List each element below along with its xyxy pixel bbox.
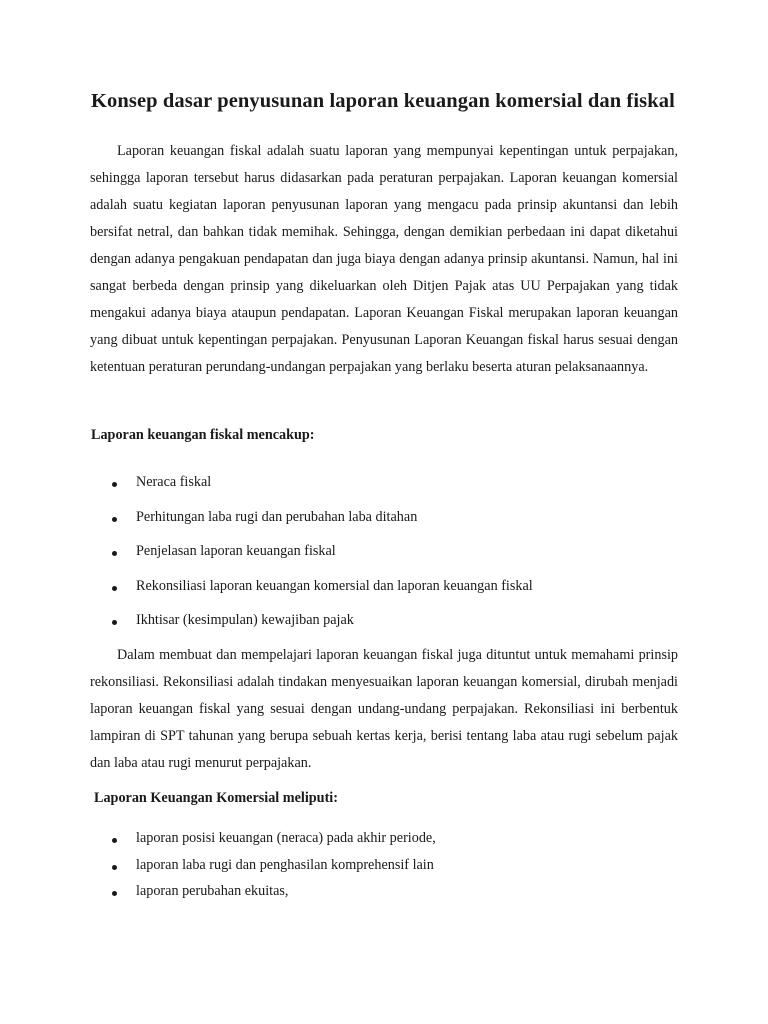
paragraph-fiscal-report: Laporan keuangan fiskal adalah suatu laporan yang mempunyai kepentingan untuk perpajakan, sehingga laporan tersebut harus didasarkan pada peraturan perpajakan. Laporan keuangan komersial adalah suatu kegiatan laporan penyusunan laporan yang mengacu pada prinsip akuntansi dan lebih bersifat netral, dan bahkan tidak memihak. Sehingga, dengan demikian perbedaan ini dapat diketahui dengan adanya pengakuan pendapatan dan juga biaya dengan adanya prinsip akuntansi. Namun, hal ini sangat berbeda dengan prinsip yang dikeluarkan oleh Ditjen Pajak atas UU Perpajakan yang tidak mengakui adanya biaya ataupun pendapatan. Laporan Keuangan Fiskal merupakan laporan keuangan yang dibuat untuk kepentingan perpajakan. Penyusunan Laporan Keuangan fiskal harus sesuai dengan ketentuan peraturan perundang-undangan perpajakan yang berlaku beserta aturan pelaksanaannya.	[90, 143, 678, 375]
bullet-icon	[112, 891, 117, 896]
bullet-icon	[112, 482, 117, 487]
page-title: Konsep dasar penyusunan laporan keuangan komersial dan fiskal	[91, 90, 675, 112]
bullet-icon	[112, 865, 117, 870]
bullet-icon	[112, 517, 117, 522]
paragraph-reconciliation: Dalam membuat dan mempelajari laporan keuangan fiskal juga dituntut untuk memahami prinsip rekonsiliasi. Rekonsiliasi adalah tindakan menyesuaikan laporan keuangan komersial, dirubah menjadi laporan keuangan fiskal yang sesuai dengan undang-undang perpajakan. Rekonsiliasi ini berbentuk lampiran di SPT tahunan yang berupa sebuah kertas kerja, berisi tentang laba atau rugi sebelum pajak dan laba atau rugi menurut perpajakan.	[90, 647, 678, 771]
document-page: Konsep dasar penyusunan laporan keuangan komersial dan fiskal Laporan keuangan fiskal adalah suatu laporan yang mempunyai kepentingan untuk perpajakan, sehingga laporan tersebut harus didasarkan pada peraturan perpajakan. Laporan keuangan komersial adalah suatu kegiatan laporan penyusunan laporan yang mengacu pada prinsip akuntansi dan lebih bersifat netral, dan bahkan tidak memihak. Sehingga, dengan demikian perbedaan ini dapat diketahui dengan adanya pengakuan pendapatan dan juga biaya dengan adanya prinsip akuntansi. Namun, hal ini sangat berbeda dengan prinsip yang dikeluarkan oleh Ditjen Pajak atas UU Perpajakan yang tidak mengakui adanya biaya ataupun pendapatan. Laporan Keuangan Fiskal merupakan laporan keuangan yang dibuat untuk kepentingan perpajakan. Penyusunan Laporan Keuangan fiskal harus sesuai dengan ketentuan peraturan perundang-undangan perpajakan yang berlaku beserta aturan pelaksanaannya. Laporan keuangan fiskal mencakup: Neraca fiskal Perhitungan laba rugi dan perubahan laba ditahan Penjelasan laporan keuangan fiskal Rekonsiliasi laporan keuangan komersial dan laporan keuangan fiskal Ikhtisar (kesimpulan) kewajiban pajak Dalam membuat dan mempelajari laporan keuangan fiskal juga dituntut untuk memahami prinsip rekonsiliasi. Rekonsiliasi adalah tindakan menyesuaikan laporan keuangan komersial, dirubah menjadi laporan keuangan fiskal yang sesuai dengan undang-undang perpajakan. Rekonsiliasi ini berbentuk lampiran di SPT tahunan yang berupa sebuah kertas kerja, berisi tentang laba atau rugi sebelum pajak dan laba atau rugi menurut perpajakan. Laporan Keuangan Komersial meliputi: laporan posisi keuangan (neraca) pada akhir periode, laporan laba rugi dan penghasilan komprehensif lain laporan perubahan ekuitas,	[90, 90, 678, 899]
subheading-fiscal-includes: Laporan keuangan fiskal mencakup:	[91, 427, 315, 443]
subheading-commercial-includes: Laporan Keuangan Komersial meliputi:	[94, 790, 338, 806]
bullet-icon	[112, 586, 117, 591]
bullet-icon	[112, 551, 117, 556]
bullet-icon	[112, 620, 117, 625]
bullet-icon	[112, 838, 117, 843]
